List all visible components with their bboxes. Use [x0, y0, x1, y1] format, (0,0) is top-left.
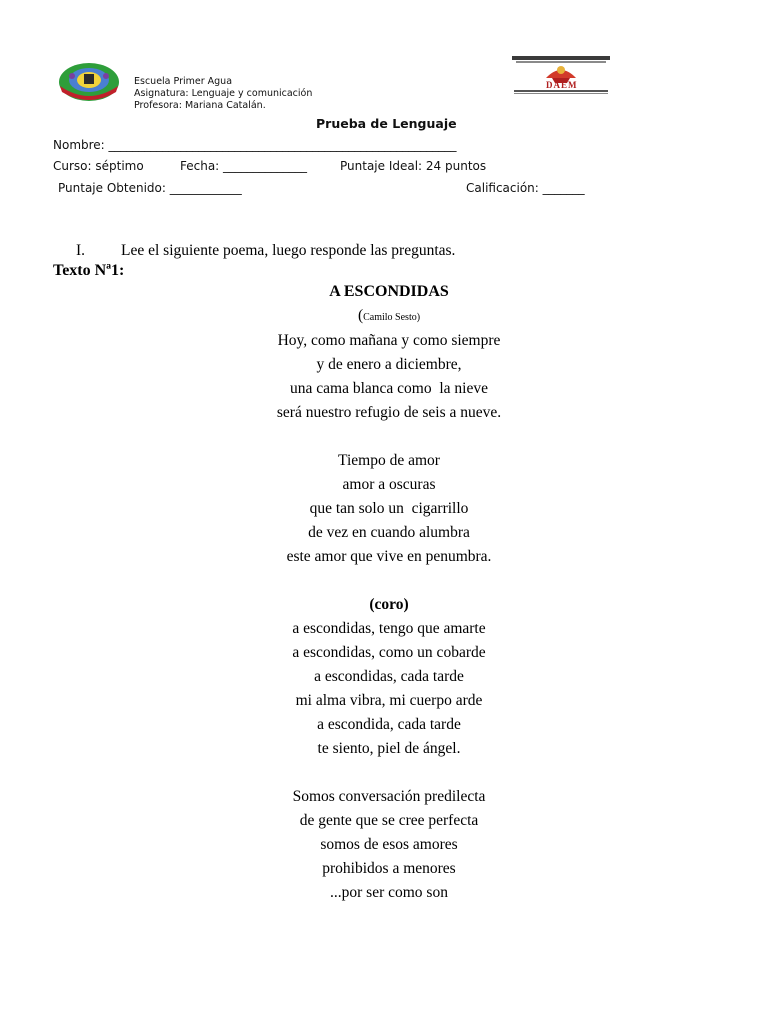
teacher-line: Profesora: Mariana Catalán.: [134, 100, 266, 111]
poem-line: Somos conversación predilecta: [292, 788, 486, 805]
author-paren: (: [357, 307, 364, 324]
poem-author: [0, 307, 768, 325]
section-instruction: Lee el siguiente poema, luego responde las preguntas.: [121, 242, 456, 259]
section-numeral: I.: [76, 242, 86, 259]
poem-line: de gente que se cree perfecta: [299, 812, 479, 829]
poem-line: será nuestro refugio de seis a nueve.: [276, 404, 502, 421]
school-name: Escuela Primer Agua: [134, 76, 233, 87]
poem-line: este amor que vive en penumbra.: [286, 548, 492, 565]
poem-line: prohibidos a menores: [322, 860, 456, 877]
date-field[interactable]: Fecha: ______________: [180, 159, 308, 173]
subject-line: Asignatura: Lenguaje y comunicación: [134, 88, 313, 99]
poem-line: de vez en cuando alumbra: [308, 524, 470, 541]
name-field[interactable]: Nombre: __________________________________________________________: [53, 138, 457, 152]
poem-line: ...por ser como son: [330, 884, 448, 901]
poem-line: y de enero a diciembre,: [316, 356, 462, 373]
poem-line: mi alma vibra, mi cuerpo arde: [295, 692, 483, 709]
poem-body: [0, 329, 768, 905]
poem-line: a escondidas, cada tarde: [314, 668, 464, 685]
poem-line: una cama blanca como la nieve: [290, 380, 488, 397]
chorus-label: (coro): [369, 596, 409, 613]
text-label: Texto Nª1:: [53, 262, 125, 279]
test-title: Prueba de Lenguaje: [316, 116, 457, 131]
school-logo: [58, 62, 120, 102]
poem-line: te siento, piel de ángel.: [317, 740, 461, 757]
ideal-score-label: Puntaje Ideal: 24 puntos: [340, 159, 487, 173]
poem-title: A ESCONDIDAS: [329, 283, 449, 300]
daem-logo: [512, 56, 610, 96]
poem-line: somos de esos amores: [320, 836, 458, 853]
author-name: Camilo Sesto): [363, 312, 421, 323]
course-label: Curso: séptimo: [53, 159, 144, 173]
daem-logo-text: DAEM: [546, 80, 578, 90]
poem-line: Hoy, como mañana y como siempre: [277, 332, 501, 349]
poem-line: que tan solo un cigarrillo: [309, 500, 469, 517]
poem-line: Tiempo de amor: [338, 452, 440, 469]
poem-line: amor a oscuras: [342, 476, 436, 493]
obtained-score-field[interactable]: Puntaje Obtenido: ____________: [58, 181, 242, 195]
poem-line: a escondida, cada tarde: [317, 716, 461, 733]
poem-line: a escondidas, tengo que amarte: [292, 620, 486, 637]
poem-line: a escondidas, como un cobarde: [292, 644, 486, 661]
grade-field[interactable]: Calificación: _______: [466, 181, 585, 195]
